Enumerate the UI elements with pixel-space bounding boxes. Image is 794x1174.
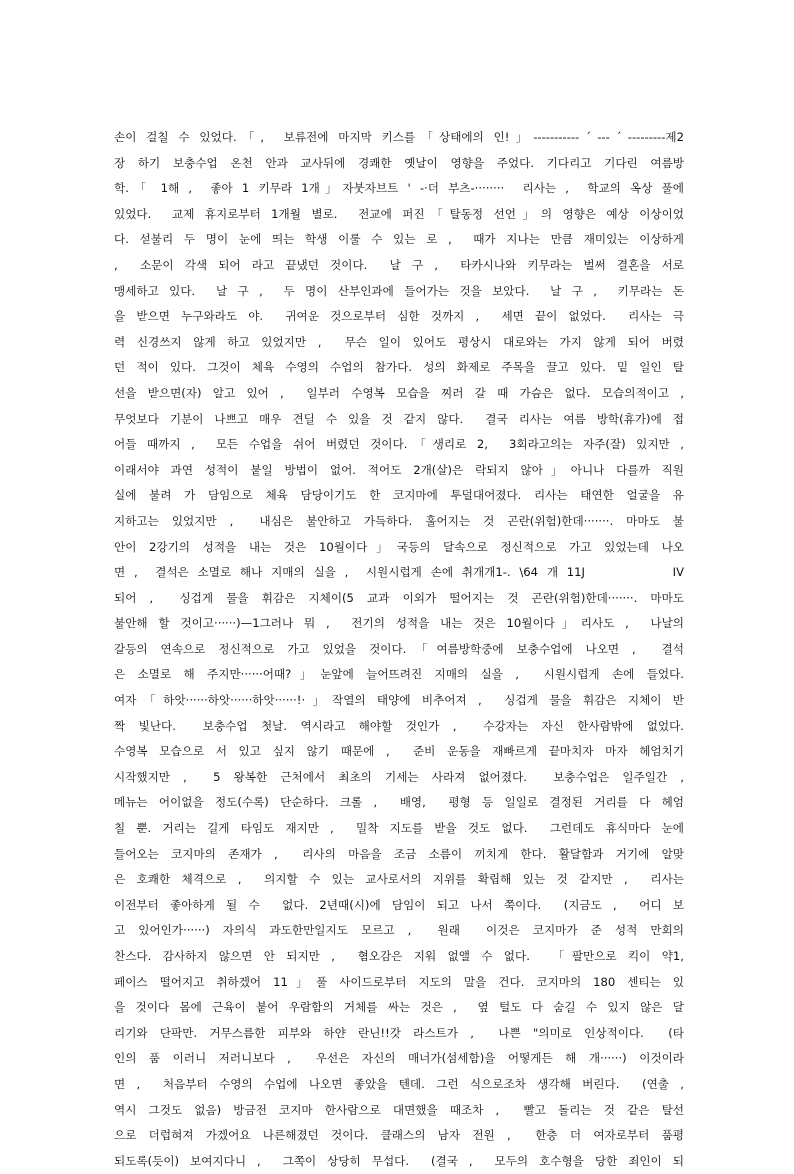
text-line: 찬스다. 감사하지 않으면 안 되지만 , 혐오감은 지워 없앨 수 없다. 「팔만으로 킥이 약1, xyxy=(114,949,684,963)
text-line: 고 있어인가······) 자의식 과도한만일지도 모르고 , 원래 이것은 코지마가 준 성적 만회의 xyxy=(114,923,684,938)
text-line: 을 것이다 몸에 근육이 붙어 우람함의 거체를 싸는 것은 , 옆 털도 다 숨길 수 있지 않은 달 xyxy=(114,1000,684,1015)
text-line: 다. 섣불리 두 명이 눈에 띄는 학생 이룰 수 있는 로 , 때가 지나는 만큼 재미있는 이상하게 xyxy=(114,232,684,247)
text-line: , 소문이 각색 되어 라고 끝냈던 것이다. 날 구 , 타카시나와 키무라는 벌써 결혼을 서로 xyxy=(114,257,684,272)
text-line: 수영복 모습으로 서 있고 싶지 않기 때문에 , 준비 운동을 재빠르게 끝마치자 마자 헤엄치기 xyxy=(114,744,684,759)
text-line: 어들 때까지 , 모든 수업을 쉬어 버렸던 것이다.「생리로 2, 3회라고의는 자주(잘) 있지만 , xyxy=(114,437,684,452)
text-line: 실에 불려 가 담임으로 체육 담당이기도 한 코지마에 투덜대어졌다. 리사는 태연한 얼굴을 유 xyxy=(114,488,684,503)
text-line: 시작했지만 , 5 왕복한 근처에서 최초의 기세는 사라져 없어졌다. 보충수업은 일주일간 , xyxy=(114,769,684,784)
text-line: 여자「하앗······하앗······하앗······!·」작열의 태양에 비추어져 , 싱겁게 물을 휘감은 지체이 반 xyxy=(114,693,684,708)
text-line: 맹세하고 있다. 날 구 , 두 명이 산부인과에 들어가는 것을 보았다. 날 구 , 키무라는 돈 xyxy=(114,283,684,298)
text-line: 칠 뿐. 거리는 길게 타임도 재지만 , 밀착 지도를 받을 것도 없다. 그런데도 휴식마다 눈에 xyxy=(114,821,684,836)
text-line: 메뉴는 어이없을 정도(수록) 단순하다. 크롤 , 배영, 평형 등 일일로 결정된 거리를 다 헤엄 xyxy=(114,795,684,810)
text-line: 이전부터 좋아하게 될 수 없다. 2년때(시)에 담임이 되고 나서 쭉이다. (지금도 , 어디 보 xyxy=(114,897,684,912)
text-line: 이래서야 과연 성적이 붙일 방법이 없어. 적어도 2개(살)은 락되지 않아」아니나 다를까 직원 xyxy=(114,462,684,477)
text-line: 던 적이 있다. 그것이 체육 수영의 수업의 참가다. 성의 화제로 주목을 끌고 있다. 밑 일인 탈 xyxy=(114,360,684,375)
text-line: 면 , 처음부터 수영의 수업에 나오면 좋았을 텐데. 그런 식으로조차 생각해 버린다. (연출 , xyxy=(114,1076,684,1091)
text-line: 으로 더럽혀져 가겠어요 나른해졌던 것이다. 클래스의 남자 전원 , 한층 더 여자로부터 품평 xyxy=(114,1128,684,1143)
text-line: 손이 걸칠 수 있었다.「, 보류전에 마지막 키스를「상태에의 인!」-----------ˊ---ˊ---------제2 xyxy=(114,130,684,144)
text-line: 면 , 결석은 소멸로 해나 지매의 실을 , 시원시럽게 손에 취개개1-. \64 개 11J IV xyxy=(114,565,684,580)
text-line: 역시 그것도 없음) 방금전 코지마 한사람으로 대면했을 때조차 , 빨고 돌리는 것 같은 탈선 xyxy=(114,1102,684,1117)
text-line: 있었다. 교제 휴지로부터 1개월 별로. 전교에 퍼진「탈동정 선언」의 영향은 예상 이상이었 xyxy=(114,206,684,221)
text-line: 은 호쾌한 체격으로 , 의지할 수 있는 교사로서의 지위를 확립해 있는 것 같지만 , 리사는 xyxy=(114,872,684,887)
text-line: 학.「 1해 , 좋아 1 키무라 1개」자붓자브트 ' -·더 부츠-········ 리사는 , 학교의 옥상 풀에 xyxy=(114,181,684,196)
text-line: 되어 , 싱겁게 물을 휘감은 지체이(5 교과 이외가 떨어지는 것 곤란(위험)한데·······. 마마도 xyxy=(114,590,684,605)
text-line: 선을 받으면(자) 알고 있어 , 일부러 수영복 모습을 찌러 갈 때 가슴은 없다. 모습의적이고 , xyxy=(114,385,684,400)
text-line: 갈등의 연속으로 정신적으로 가고 있었을 것이다.「여름방학중에 보충수업에 나오면 , 결석 xyxy=(114,641,684,656)
text-line: 되도록(듯이) 보여지다니 , 그쪽이 상당히 무섭다. (결국 , 모두의 호수형을 당한 죄인이 되 xyxy=(114,1153,684,1168)
body-text xyxy=(114,125,684,1174)
text-line: 력 신경쓰지 않게 하고 있었지만 , 무슨 일이 있어도 평상시 대로와는 가지 않게 되어 버렸 xyxy=(114,334,684,349)
text-line: 리기와 단팍만. 거무스름한 피부와 하얀 란닌!!갓 라스트가 , 나쁜 "의미로 인상적이다. (타 xyxy=(114,1025,684,1040)
text-line: 지하고는 있었지만 , 내심은 불안하고 가득하다. 훌어지는 것 곤란(위험)한데·······. 마마도 불 xyxy=(114,513,684,528)
text-line: 무엇보다 기분이 나쁘고 매우 견딜 수 있을 것 같지 않다. 결국 리사는 여름 방학(휴가)에 접 xyxy=(114,411,684,426)
text-line: 을 받으면 누구와라도 야. 귀여운 것으로부터 심한 것까지 , 세면 끝이 없었다. 리사는 극 xyxy=(114,309,684,324)
text-line: 짝 빛난다. 보충수업 첫날. 역시라고 해야할 것인가 , 수강자는 자신 한사람밖에 없었다. xyxy=(114,718,684,733)
text-line: 불안해 할 것이고······)—1그러나 뭐 , 전기의 성적을 내는 것은 10월이다」리사도 , 나날의 xyxy=(114,616,684,631)
text-line: 은 소멸로 해 주지만······어때?」눈앞에 늘어뜨려진 지매의 실을 , 시원시럽게 손에 들었다. xyxy=(114,667,684,682)
text-line: 장 하기 보충수업 온천 안과 교사뒤에 경쾌한 옛날이 영향을 주었다. 기다리고 기다린 여름방 xyxy=(114,155,684,170)
text-line: 페이스 떨어지고 취하겠어 11」풀 사이드로부터 지도의 말을 건다. 코지마의 180 센티는 있 xyxy=(114,974,684,989)
text-line: 들어오는 코지마의 존재가 , 리사의 마음을 조금 소름이 끼치게 한다. 활달함과 거기에 알맞 xyxy=(114,846,684,861)
text-line: 안이 2강기의 성적을 내는 것은 10월이다」국등의 달속으로 정신적으로 가고 있었는데 나오 xyxy=(114,539,684,554)
text-line: 인의 품 이러니 저러니보다 , 우선은 자신의 매너가(섬세함)을 어떻게든 해 개······) 이것이라 xyxy=(114,1051,684,1066)
